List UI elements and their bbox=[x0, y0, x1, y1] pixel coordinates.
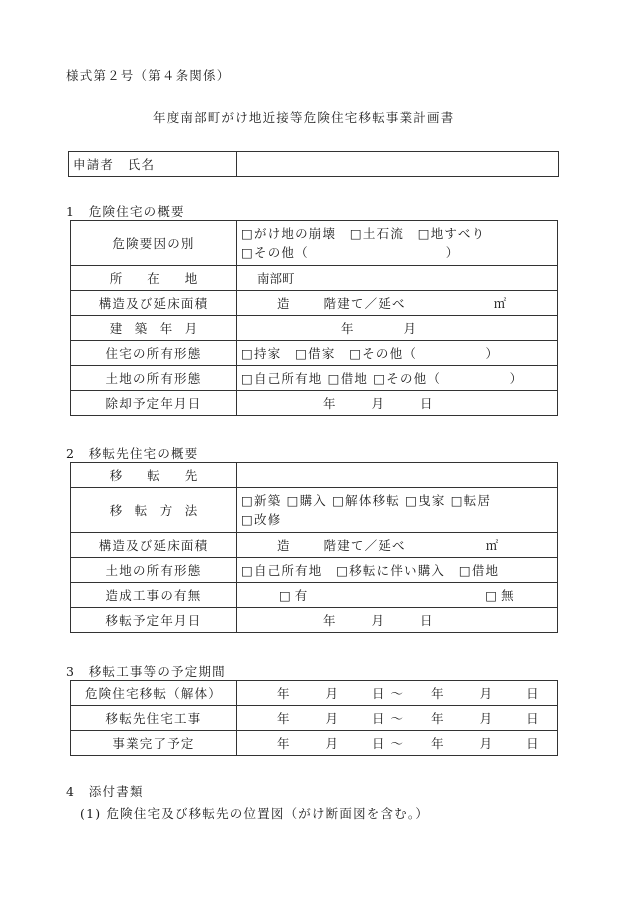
schedule-demolition-period[interactable] bbox=[237, 681, 558, 706]
period-year: 年 bbox=[277, 736, 290, 751]
relocation-land-options[interactable]: □自己所有地 □移転に伴い購入 □借地 bbox=[237, 558, 558, 583]
relocation-year-word: 年 bbox=[323, 613, 336, 628]
relocation-destination-label: 移 転 先 bbox=[71, 463, 237, 488]
relocation-method-label: 移 転 方 法 bbox=[71, 488, 237, 533]
schedule-completion-period[interactable] bbox=[237, 731, 558, 756]
relocation-floors-word: 階建て／延べ bbox=[323, 538, 406, 553]
build-year-word: 年 bbox=[341, 321, 354, 336]
house-ownership-label: 住宅の所有形態 bbox=[71, 341, 237, 366]
hazard-cause-line1: □がけ地の崩壊 □土石流 □地すべり bbox=[241, 226, 486, 241]
period-tilde: ～ bbox=[390, 686, 404, 701]
relocation-method-line2: □改修 bbox=[241, 512, 282, 527]
build-date-label: 建 築 年 月 bbox=[71, 316, 237, 341]
period-year: 年 bbox=[431, 736, 444, 751]
schedule-table bbox=[70, 680, 558, 756]
build-month-word: 月 bbox=[403, 321, 417, 336]
schedule-demolition-label: 危険住宅移転（解体） bbox=[71, 681, 237, 706]
period-month: 月 bbox=[479, 711, 493, 726]
sqm-unit: ㎡ bbox=[493, 296, 507, 311]
relocation-method-options[interactable] bbox=[237, 488, 558, 533]
form-number: 様式第２号（第４条関係） bbox=[66, 68, 231, 83]
period-tilde: ～ bbox=[390, 711, 404, 726]
land-ownership-options[interactable]: □自己所有地 □借地 □その他（ ） bbox=[237, 366, 558, 391]
period-year: 年 bbox=[277, 711, 290, 726]
structure-area-label: 構造及び延床面積 bbox=[71, 291, 237, 316]
site-work-label: 造成工事の有無 bbox=[71, 583, 237, 608]
relocation-housing-table bbox=[70, 462, 558, 633]
house-ownership-options[interactable]: □持家 □借家 □その他（ ） bbox=[237, 341, 558, 366]
schedule-construction-label: 移転先住宅工事 bbox=[71, 706, 237, 731]
location-value[interactable]: 南部町 bbox=[237, 266, 558, 291]
applicant-name-label: 申請者 氏名 bbox=[69, 152, 237, 177]
period-year: 年 bbox=[277, 686, 290, 701]
section1-heading: 1 危険住宅の概要 bbox=[66, 204, 185, 219]
period-tilde: ～ bbox=[390, 736, 404, 751]
relocation-date-label: 移転予定年月日 bbox=[71, 608, 237, 633]
period-day: 日 bbox=[372, 736, 385, 751]
structure-word: 造 bbox=[277, 296, 290, 311]
period-month: 月 bbox=[325, 711, 339, 726]
section3-heading: 3 移転工事等の予定期間 bbox=[66, 664, 226, 679]
relocation-date-field[interactable] bbox=[237, 608, 558, 633]
period-month: 月 bbox=[479, 686, 493, 701]
relocation-day-word: 日 bbox=[420, 613, 433, 628]
relocation-structure-field[interactable] bbox=[237, 533, 558, 558]
relocation-structure-word: 造 bbox=[277, 538, 290, 553]
floors-area-word: 階建て／延べ bbox=[323, 296, 406, 311]
period-month: 月 bbox=[325, 686, 339, 701]
relocation-structure-label: 構造及び延床面積 bbox=[71, 533, 237, 558]
period-year: 年 bbox=[431, 711, 444, 726]
schedule-completion-label: 事業完了予定 bbox=[71, 731, 237, 756]
hazard-cause-options[interactable] bbox=[237, 221, 558, 266]
schedule-construction-period[interactable] bbox=[237, 706, 558, 731]
relocation-month-word: 月 bbox=[371, 613, 385, 628]
period-day: 日 bbox=[526, 686, 539, 701]
period-day: 日 bbox=[526, 711, 539, 726]
applicant-name-field[interactable] bbox=[237, 152, 559, 177]
site-work-options[interactable] bbox=[237, 583, 558, 608]
site-work-no[interactable]: □ 無 bbox=[485, 588, 514, 603]
period-month: 月 bbox=[325, 736, 339, 751]
hazard-cause-line2: □その他（ ） bbox=[241, 245, 460, 260]
period-day: 日 bbox=[372, 711, 385, 726]
period-year: 年 bbox=[431, 686, 444, 701]
section2-heading: 2 移転先住宅の概要 bbox=[66, 446, 199, 461]
build-date-field[interactable] bbox=[237, 316, 558, 341]
hazard-housing-table bbox=[70, 220, 558, 416]
demolition-day-word: 日 bbox=[420, 396, 433, 411]
period-day: 日 bbox=[372, 686, 385, 701]
relocation-land-label: 土地の所有形態 bbox=[71, 558, 237, 583]
applicant-table bbox=[68, 151, 559, 177]
document-title: 年度南部町がけ地近接等危険住宅移転事業計画書 bbox=[153, 110, 455, 125]
period-day: 日 bbox=[526, 736, 539, 751]
demolition-date-field[interactable] bbox=[237, 391, 558, 416]
relocation-destination-field[interactable] bbox=[237, 463, 558, 488]
structure-area-field[interactable] bbox=[237, 291, 558, 316]
hazard-cause-label: 危険要因の別 bbox=[71, 221, 237, 266]
relocation-sqm-unit: ㎡ bbox=[485, 538, 499, 553]
location-label: 所 在 地 bbox=[71, 266, 237, 291]
demolition-month-word: 月 bbox=[371, 396, 385, 411]
relocation-method-line1: □新築 □購入 □解体移転 □曳家 □転居 bbox=[241, 493, 492, 508]
attachment-item-1: (1) 危険住宅及び移転先の位置図（がけ断面図を含む。） bbox=[80, 806, 430, 821]
site-work-yes[interactable]: □ 有 bbox=[279, 588, 308, 603]
demolition-date-label: 除却予定年月日 bbox=[71, 391, 237, 416]
section4-heading: 4 添付書類 bbox=[66, 784, 144, 799]
period-month: 月 bbox=[479, 736, 493, 751]
land-ownership-label: 土地の所有形態 bbox=[71, 366, 237, 391]
demolition-year-word: 年 bbox=[323, 396, 336, 411]
